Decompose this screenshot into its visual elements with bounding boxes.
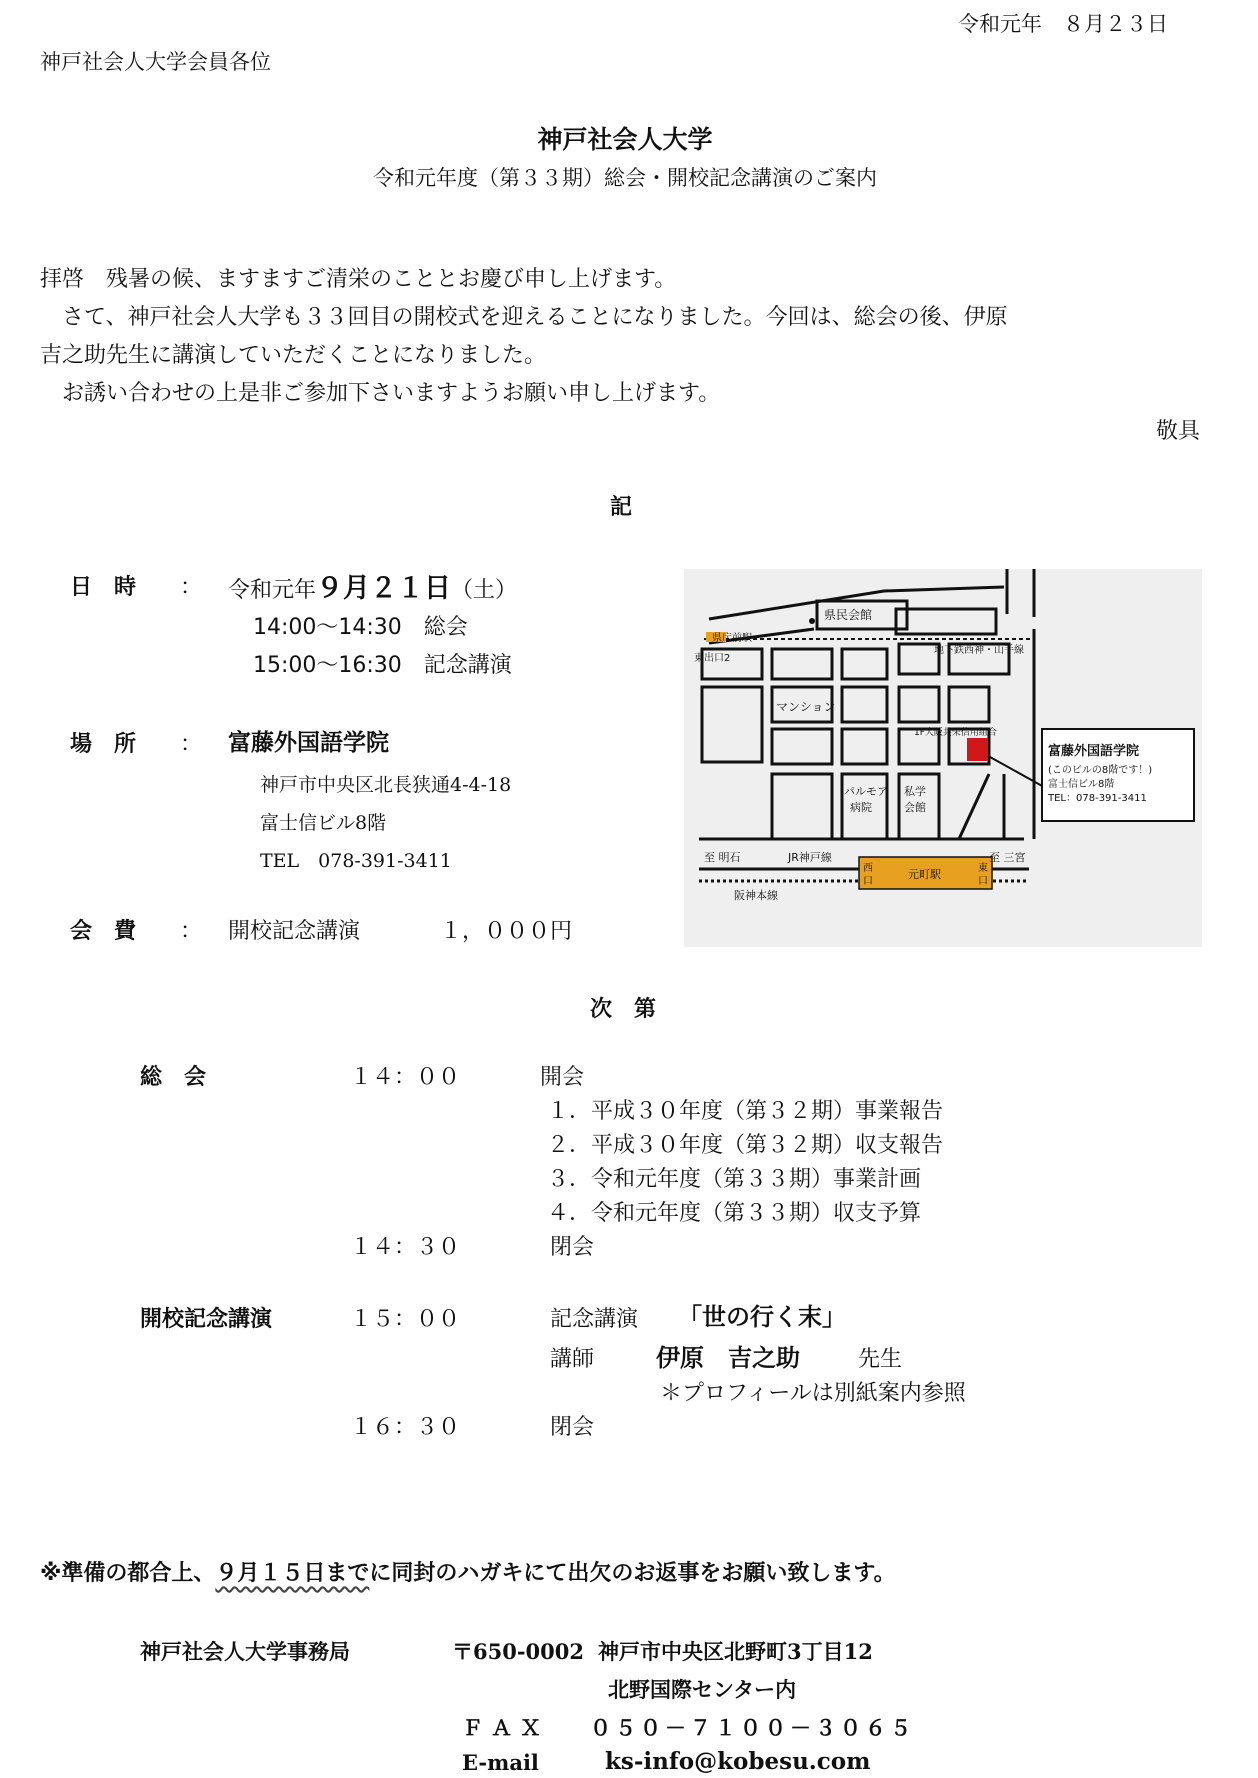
letter-closing: 敬具 bbox=[1156, 419, 1201, 444]
place-colon: ： bbox=[180, 732, 203, 757]
map-label-kenmin: 県民会館 bbox=[824, 608, 873, 622]
page-title: 神戸社会人大学 bbox=[537, 125, 713, 154]
access-map bbox=[684, 569, 1202, 947]
date-weekday: （土） bbox=[451, 578, 518, 603]
session-1: 14:00～14:30 総会 bbox=[253, 615, 468, 640]
map-label-east-exit2b: 口 bbox=[978, 876, 988, 887]
email-label: E-mail bbox=[462, 1750, 539, 1775]
map-label-kencho: 県庁前駅 bbox=[712, 633, 752, 644]
map-label-motomachi: 元町駅 bbox=[908, 868, 941, 881]
map-label-hanshin: 阪神本線 bbox=[734, 889, 778, 902]
map-block bbox=[772, 729, 832, 764]
lecturer-honorific: 先生 bbox=[858, 1347, 903, 1372]
letter-line-2: さて、神戸社会人大学も３３回目の開校式を迎えることになりました。今回は、総会の後、伊原 bbox=[40, 305, 1008, 330]
fee-item: 開校記念講演 bbox=[228, 919, 361, 944]
map-label-west-exit1: 西 bbox=[863, 863, 873, 874]
map-school-marker bbox=[967, 738, 988, 761]
map-label-school-note: (このビルの8階です！) bbox=[1048, 765, 1153, 776]
office-postal: 〒650-0002 bbox=[452, 1639, 584, 1664]
access-map-svg bbox=[684, 569, 1202, 947]
time-1400: １４：００ bbox=[350, 1065, 461, 1090]
office-address: 神戸市中央区北野町3丁目12 bbox=[598, 1639, 873, 1664]
soukai-label: 総 会 bbox=[140, 1065, 207, 1090]
lecturer-label: 講師 bbox=[550, 1347, 595, 1372]
map-block bbox=[899, 687, 939, 722]
fee-colon: ： bbox=[180, 919, 203, 944]
fee-amount: １，０００円 bbox=[440, 919, 573, 944]
rsvp-deadline: ９月１５日まで bbox=[215, 1561, 370, 1586]
program-heading: 次 第 bbox=[590, 997, 657, 1022]
map-label-jr: JR神戸線 bbox=[788, 851, 832, 864]
map-block bbox=[842, 729, 887, 764]
map-block bbox=[772, 774, 832, 839]
issue-date: 令和元年 ８月２３日 bbox=[958, 12, 1168, 36]
map-label-sannomiya: 至 三宮 bbox=[989, 851, 1026, 864]
agenda-item-3: ３．令和元年度（第３３期）事業計画 bbox=[547, 1167, 922, 1192]
map-label-school-building: 富士信ビル8階 bbox=[1048, 779, 1115, 790]
venue-address: 神戸市中央区北長狭通4-4-18 bbox=[260, 774, 512, 796]
map-label-shinkin: 1F大阪共栄信用組合 bbox=[914, 728, 997, 738]
map-label-subway: 地下鉄西神・山手線 bbox=[934, 645, 1024, 656]
lecture-heading: 記念講演 bbox=[550, 1307, 639, 1332]
agenda-item-1: １．平成３０年度（第３２期）事業報告 bbox=[547, 1099, 944, 1124]
map-label-palmore2: 病院 bbox=[850, 801, 872, 814]
venue-name: 富藤外国語学院 bbox=[228, 730, 389, 756]
lecture-label: 開校記念講演 bbox=[140, 1307, 273, 1332]
fax-label: ＦＡＸ bbox=[462, 1716, 549, 1740]
letter-line-3: 吉之助先生に講演していただくことになりました。 bbox=[40, 343, 547, 368]
map-label-shigaku2: 会館 bbox=[904, 801, 926, 814]
lecturer-name: 伊原 吉之助 bbox=[656, 1344, 800, 1372]
map-label-east-exit2: 東出口2 bbox=[694, 653, 731, 664]
fee-label: 会 費 bbox=[70, 919, 137, 944]
datetime-label: 日 時 bbox=[70, 575, 137, 600]
date-main: ９月２１日 bbox=[316, 573, 452, 604]
agenda-item-2: ２．平成３０年度（第３２期）収支報告 bbox=[547, 1133, 944, 1158]
time-1500: １５：００ bbox=[350, 1307, 461, 1332]
letter-line-4: お誘い合わせの上是非ご参加下さいますようお願い申し上げます。 bbox=[40, 381, 721, 406]
office-name: 神戸社会人大学事務局 bbox=[140, 1640, 350, 1664]
map-label-school: 富藤外国語学院 bbox=[1048, 744, 1140, 759]
rsvp-notice-pre: ※準備の都合上、 bbox=[40, 1561, 216, 1586]
rsvp-notice-post: に同封のハガキにて出欠のお返事をお願い致します。 bbox=[369, 1561, 896, 1586]
close-1: 閉会 bbox=[550, 1235, 595, 1260]
map-road-diag bbox=[959, 774, 989, 839]
map-block bbox=[896, 609, 996, 634]
map-label-east-exit1: 東 bbox=[978, 863, 988, 874]
map-block bbox=[702, 687, 762, 762]
profile-note: ＊プロフィールは別紙案内参照 bbox=[660, 1381, 966, 1406]
map-label-akashi: 至 明石 bbox=[704, 851, 741, 864]
map-block bbox=[842, 649, 887, 679]
office-building: 北野国際センター内 bbox=[608, 1678, 797, 1702]
map-block bbox=[899, 644, 939, 674]
datetime-colon: ： bbox=[180, 575, 203, 600]
open-1: 開会 bbox=[540, 1065, 585, 1090]
close-2: 閉会 bbox=[550, 1415, 595, 1440]
page-subtitle: 令和元年度（第３３期）総会・開校記念講演のご案内 bbox=[373, 166, 877, 190]
map-label-school-tel: TEL：078-391-3411 bbox=[1048, 793, 1147, 804]
map-block bbox=[949, 687, 989, 722]
letter-line-1: 拝啓 残暑の候、ますますご清栄のこととお慶び申し上げます。 bbox=[40, 267, 677, 292]
lecture-title: 「世の行く末」 bbox=[678, 1303, 846, 1331]
map-block bbox=[772, 649, 832, 679]
ki-heading: 記 bbox=[610, 495, 633, 520]
map-label-mansion: マンション bbox=[776, 700, 836, 714]
map-label-palmore1: パルモア bbox=[844, 785, 888, 798]
event-date bbox=[228, 566, 517, 605]
addressee: 神戸社会人大学会員各位 bbox=[40, 50, 271, 74]
map-label-shigaku1: 私学 bbox=[904, 785, 926, 798]
map-kenmin-dot bbox=[809, 618, 815, 624]
place-label: 場 所 bbox=[70, 732, 137, 757]
session-2: 15:00～16:30 記念講演 bbox=[253, 653, 512, 678]
date-prefix: 令和元年 bbox=[228, 578, 317, 603]
fax-number: ０５０－７１００－３０６５ bbox=[590, 1716, 915, 1740]
agenda-item-4: ４．令和元年度（第３３期）収支予算 bbox=[547, 1201, 922, 1226]
map-label-west-exit2: 口 bbox=[863, 876, 873, 887]
time-1630: １６：３０ bbox=[350, 1415, 461, 1440]
venue-tel: TEL 078-391-3411 bbox=[260, 850, 452, 872]
rsvp-notice bbox=[40, 1556, 896, 1587]
email-address[interactable]: ks-info@kobesu.com bbox=[605, 1748, 871, 1775]
time-1430: １４：３０ bbox=[350, 1235, 461, 1260]
venue-building: 富士信ビル8階 bbox=[260, 812, 387, 834]
map-block bbox=[842, 687, 887, 722]
